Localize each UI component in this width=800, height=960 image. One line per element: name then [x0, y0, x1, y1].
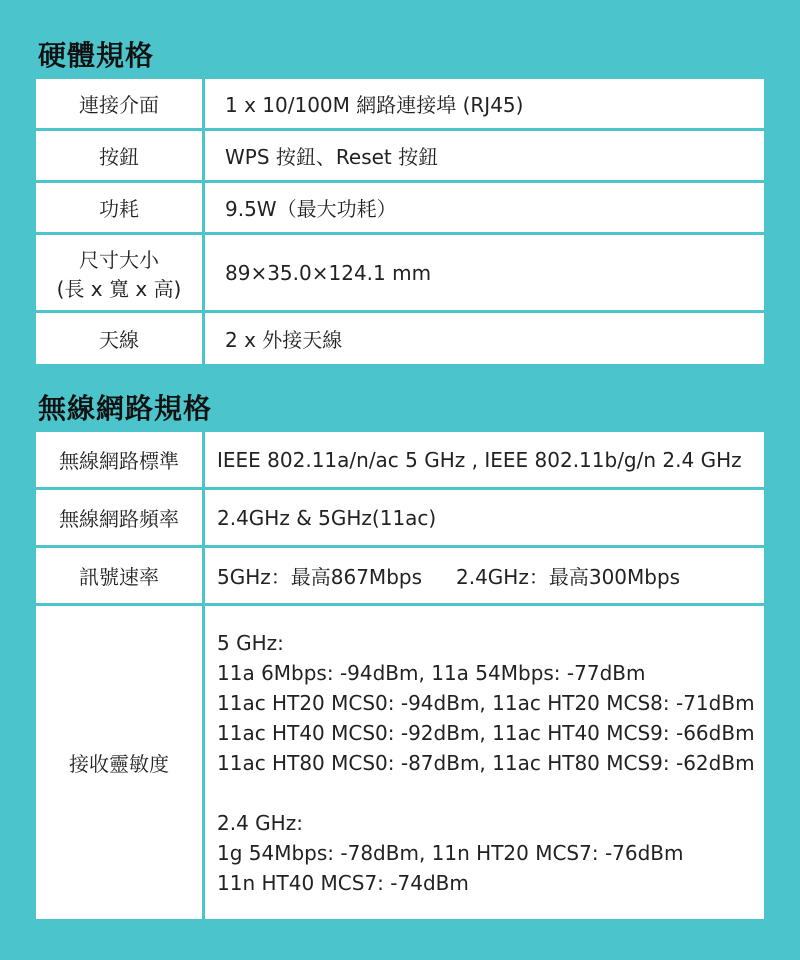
row-label-sub: (長 x 寬 x 高) [56, 276, 182, 301]
table-row [35, 605, 766, 921]
wireless-spec-title: 無線網路規格 [38, 392, 213, 425]
table-row [35, 234, 766, 312]
spacer [217, 778, 764, 808]
row-value: 89×35.0×124.1 mm [204, 234, 766, 312]
table-row [35, 312, 766, 366]
table-row [35, 182, 766, 234]
row-label: 天線 [35, 312, 204, 366]
sensitivity-cell [204, 605, 766, 921]
row-label: 按鈕 [35, 130, 204, 182]
band-24ghz-title: 2.4 GHz: [217, 810, 303, 835]
row-value: 9.5W（最大功耗） [204, 182, 766, 234]
row-value-cell [204, 547, 766, 605]
table-row [35, 489, 766, 547]
row-value: 2 x 外接天線 [204, 312, 766, 366]
sensitivity-line: 11ac HT40 MCS0: -92dBm, 11ac HT40 MCS9: -66dBm [217, 720, 755, 745]
table-row [35, 431, 766, 489]
row-label: 連接介面 [35, 78, 204, 130]
sensitivity-line: 11a 6Mbps: -94dBm, 11a 54Mbps: -77dBm [217, 660, 646, 685]
row-label: 接收靈敏度 [35, 605, 204, 921]
sensitivity-line: 11ac HT80 MCS0: -87dBm, 11ac HT80 MCS9: -62dBm [217, 750, 755, 775]
row-label-cell [35, 234, 204, 312]
row-value: 1 x 10/100M 網路連接埠 (RJ45) [204, 78, 766, 130]
table-row [35, 78, 766, 130]
band-5ghz-title: 5 GHz: [217, 630, 284, 655]
row-label: 訊號速率 [35, 547, 204, 605]
sensitivity-line: 11ac HT20 MCS0: -94dBm, 11ac HT20 MCS8: -71dBm [217, 690, 755, 715]
row-label: 無線網路標準 [35, 431, 204, 489]
row-value: WPS 按鈕、Reset 按鈕 [204, 130, 766, 182]
speed-5ghz: 5GHz：最高867Mbps [217, 565, 422, 589]
row-value: 2.4GHz & 5GHz(11ac) [204, 489, 766, 547]
table-row [35, 547, 766, 605]
speed-24ghz: 2.4GHz：最高300Mbps [456, 565, 681, 589]
hardware-spec-table [33, 76, 767, 367]
hardware-spec-title: 硬體規格 [38, 39, 155, 72]
row-label: 功耗 [35, 182, 204, 234]
sensitivity-line: 1g 54Mbps: -78dBm, 11n HT20 MCS7: -76dBm [217, 840, 684, 865]
sensitivity-line: 11n HT40 MCS7: -74dBm [217, 870, 469, 895]
wireless-spec-table [33, 429, 767, 922]
row-label: 尺寸大小 [79, 247, 159, 272]
row-value: IEEE 802.11a/n/ac 5 GHz , IEEE 802.11b/g/n 2.4 GHz [204, 431, 766, 489]
table-row [35, 130, 766, 182]
row-label: 無線網路頻率 [35, 489, 204, 547]
